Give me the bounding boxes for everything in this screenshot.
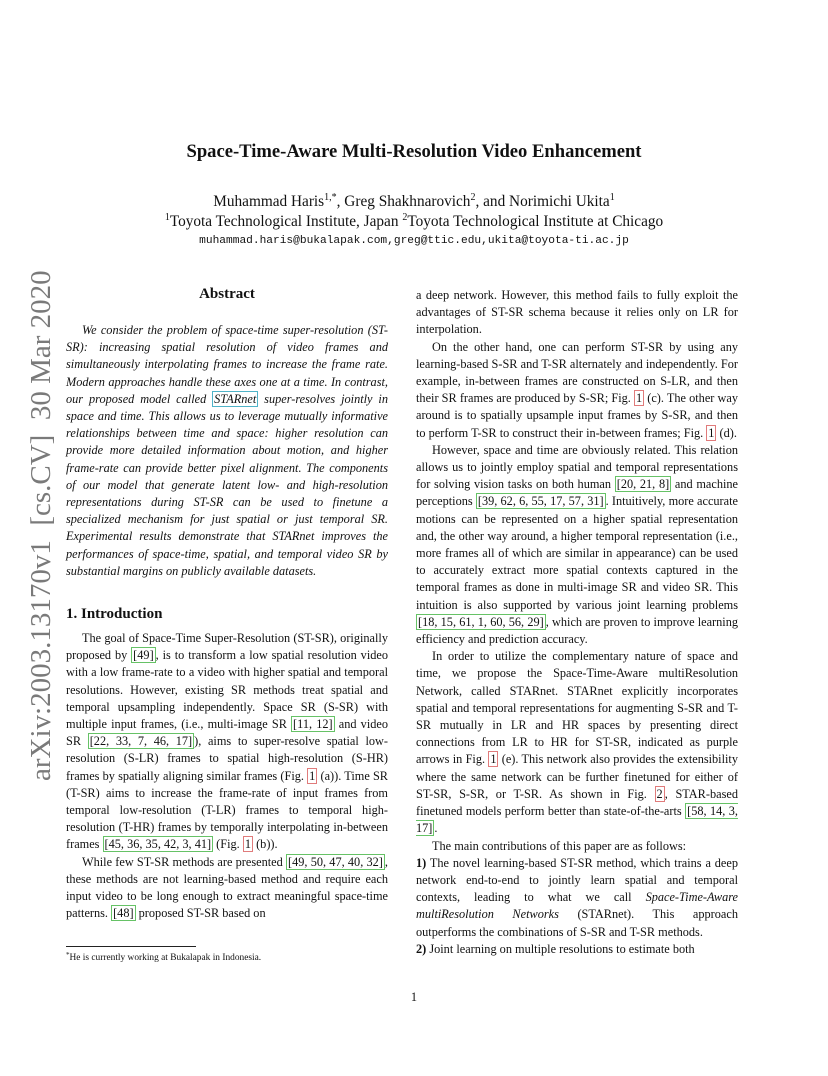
affiliations: [60, 212, 768, 232]
right-paragraph-2: On the other hand, one can perform ST-SR by using any learning-based S-SR and T-SR alternately and independently. For example, in-between frames are constructed on S-LR, and then their SR frames are produced by S-SR; Fig. 1 (c). The other way around is to spatially upsample input frames by S-SR, and then to perform T-SR to construct their in-between frames; Fig. 1 (d).: [416, 339, 738, 440]
footnote-text: He is currently working at Bukalapak in Indonesia.: [69, 953, 262, 963]
affiliation-1-sup: 1: [164, 212, 170, 223]
author-emails: muhammad.haris@bukalapak.com,greg@ttic.edu,ukita@toyota-ti.ac.jp: [199, 235, 629, 247]
footnote-rule: [66, 946, 196, 947]
citation-link[interactable]: [45, 36, 35, 42, 3, 41]: [104, 837, 212, 852]
author-block: [60, 192, 768, 232]
right-column: [416, 287, 738, 958]
right-paragraph-4: In order to utilize the complementary nature of space and time, we propose the Space-Time-Aware multiResolution Network, called STARnet. STARnet explicitly incorporates spatial and temporal representations for augmenting S-SR and T-SR mutually in LR and HR spaces by presenting direct connections from LR to HR for ST-SR, indicated as purple arrows in Fig. 1 (e). This network also provides the extensibility where the same network can be further finetuned for either of ST-SR, S-SR, or T-SR. As shown in Fig. 2 , STAR-based finetuned models perform better than state-of-the-arts [58, 14, 3, 17] .: [416, 649, 739, 836]
figure-link[interactable]: 1: [309, 768, 316, 783]
author-names: Muhammad Haris$^{1,*}$, Greg Shakhnarovich$^2$, and Norimichi Ukita$^1$: [213, 192, 615, 210]
paper-title: Space-Time-Aware Multi-Resolution Video Enhancement: [186, 141, 642, 162]
author-2: Greg Shakhnarovich: [344, 193, 471, 210]
figure-link[interactable]: 1: [635, 391, 643, 406]
citation-link[interactable]: [49, 50, 47, 40, 32]: [288, 854, 383, 869]
starnet-link[interactable]: STARnet: [214, 391, 257, 406]
affiliation-2-sup: 2: [402, 212, 408, 223]
figure-link[interactable]: 1: [490, 752, 497, 767]
arxiv-identifier-sidebar: [6, 1, 66, 1071]
left-column: [66, 284, 388, 923]
abstract-text: We consider the problem of space-time super-resolution (ST-SR): increasing spatial resolution of video frames and simultaneously interpolating frames to increase the frame rate. Modern approaches handle these axes one at a time. In contrast, our proposed model called STARnet super-resolves jointly in space and time. This allows us to leverage mutually informative relationships between time and space: higher resolution can provide more detailed information about motion, and higher frame-rate can provide better pixel alignment. The components of our model that generate latent low- and high-resolution representations during ST-SR can be used to finetune a specialized mechanism for just spatial or just temporal SR. Experimental results demonstrate that STARnet improves the performances of space-time, spatial, and temporal video SR by substantial margins on publicly available datasets.: [66, 323, 388, 578]
author-1: Muhammad Haris: [213, 193, 325, 210]
citation-link[interactable]: [20, 21, 8]: [616, 477, 670, 492]
contribution-2: 2) Joint learning on multiple resolutions to estimate both: [416, 941, 695, 956]
citation-link[interactable]: [49]: [133, 648, 154, 663]
right-paragraph-5: The main contributions of this paper are as follows:: [432, 838, 687, 853]
arxiv-identifier-svg: [6, 1, 66, 1071]
footnote: [66, 952, 388, 964]
citation-link[interactable]: [39, 62, 6, 55, 17, 57, 31]: [477, 494, 604, 509]
right-paragraph-1: a deep network. However, this method fails to fully exploit the advantages of ST-SR schema because it relies only on LR for interpolation.: [416, 288, 738, 337]
citation-link[interactable]: [58, 14, 3, 17]: [416, 804, 738, 836]
page-number: 1: [410, 990, 418, 1004]
contribution-1-number: 1): [416, 855, 427, 870]
contribution-2-number: 2): [416, 941, 427, 956]
contribution-1: 1) The novel learning-based ST-SR method, which trains a deep network end-to-end to jointly learn spatial and temporal contexts, leading to what we call Space-Time-Aware multiResolution Networks (STARnet). This approach outperforms the combinations of S-SR and T-SR methods.: [416, 855, 738, 939]
author-2-sup: 2: [470, 192, 476, 203]
citation-link[interactable]: [48]: [113, 906, 134, 921]
author-3: and Norimichi Ukita: [483, 193, 610, 210]
footnote-marker: *: [66, 951, 70, 959]
citation-link[interactable]: [22, 33, 7, 46, 17]: [89, 734, 193, 749]
citation-link[interactable]: [11, 12]: [293, 717, 333, 732]
author-3-sup: 1: [609, 192, 615, 203]
abstract-heading: Abstract: [199, 286, 255, 302]
starnet-full-name: Space-Time-Aware multiResolution Networks: [416, 890, 738, 922]
intro-paragraph-2: While few ST-SR methods are presented [49, 50, 47, 40, 32] , these methods are not learning-based method and require each input video to be long enough to extract meaningful space-time patterns. [48] proposed ST-SR based on: [66, 854, 388, 921]
affiliation-1: Toyota Technological Institute, Japan: [169, 213, 399, 230]
arxiv-identifier: arXiv:2003.13170v1 [cs.CV] 30 Mar 2020: [25, 270, 57, 781]
citation-link[interactable]: [18, 15, 61, 1, 60, 56, 29]: [418, 614, 544, 629]
intro-paragraph-1: The goal of Space-Time Super-Resolution (ST-SR), originally proposed by [49] , is to transform a low spatial resolution video with a low frame-rate to a video with higher spatial and temporal resolutions. However, existing SR methods treat spatial and temporal upsampling independently. Space SR (S-SR) with multiple input frames, (i.e., multi-image SR [11, 12] and video SR [22, 33, 7, 46, 17] ), aims to super-resolve spatial low-resolution (S-LR) frames to spatial high-resolution (S-HR) frames by spatially aligning similar frames (Fig. 1 (a)). Time SR (T-SR) aims to increase the frame-rate of input frames from temporal low-resolution (T-LR) frames to temporal high-resolution (T-HR) frames by temporally interpolating in-between frames [45, 36, 35, 42, 3, 41] (Fig. 1 (b)).: [66, 631, 388, 852]
figure-link[interactable]: 1: [244, 837, 251, 852]
figure-link[interactable]: 1: [708, 425, 715, 440]
figure-link[interactable]: 2: [656, 786, 663, 801]
intro-heading: 1. Introduction: [66, 606, 163, 623]
right-paragraph-3: However, space and time are obviously related. This relation allows us to jointly employ spatial and temporal representations for solving vision tasks on both human [20, 21, 8] and machine perceptions [39, 62, 6, 55, 17, 57, 31] . Intuitively, more accurate motions can be represented on a higher spatial representation and, the other way around, a higher temporal representation (i.e., more frames all of which are similar in appearance) can be used to accurately extract more spatial contexts captured in the temporal frames as done in multi-image SR and video SR. This intuition is also supported by various joint learning problems [18, 15, 61, 1, 60, 56, 29] , which are proven to improve learning efficiency and prediction accuracy.: [416, 442, 739, 647]
author-1-sup: 1,*: [324, 192, 337, 203]
affiliation-2: Toyota Technological Institute at Chicago: [407, 213, 664, 230]
